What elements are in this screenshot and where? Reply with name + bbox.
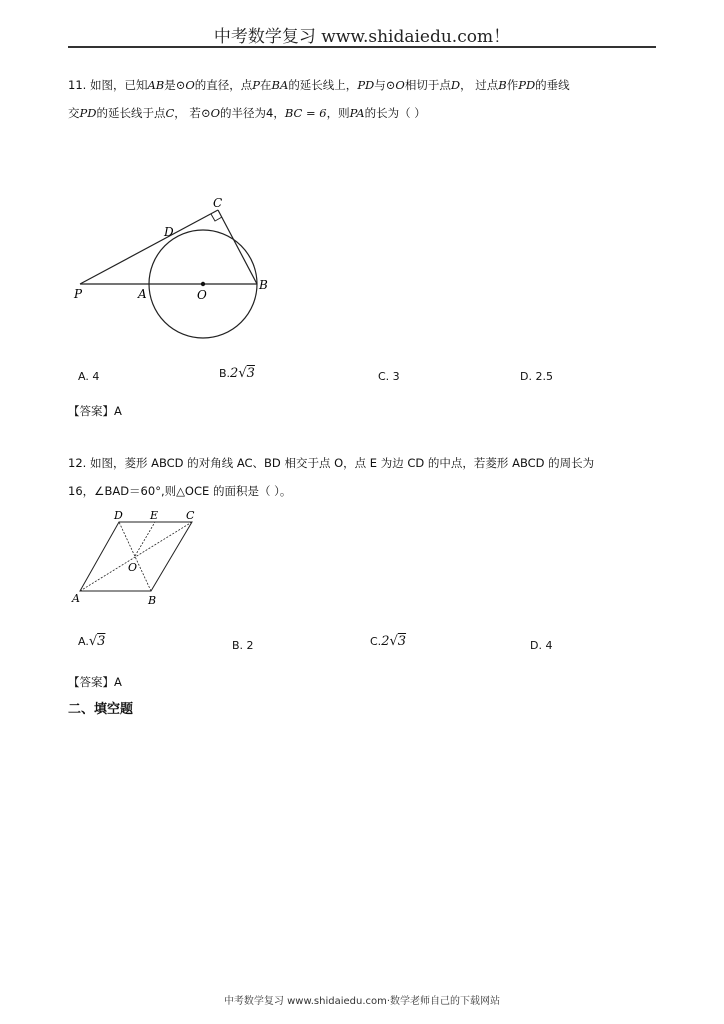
label-d: D bbox=[114, 509, 123, 522]
q11-option-c: C. 3 bbox=[378, 370, 400, 383]
q11-option-d: D. 2.5 bbox=[520, 370, 553, 383]
q12-line-2: 16，∠BAD＝60°,则△OCE 的面积是（ ）。 bbox=[68, 484, 292, 498]
q12-option-c: C.2√3 bbox=[370, 634, 407, 649]
q12-answer: 【答案】A bbox=[68, 675, 122, 689]
header-rule bbox=[68, 46, 656, 48]
label-a: A bbox=[138, 287, 147, 301]
q12-option-a: A.√3 bbox=[78, 634, 106, 649]
q12-rhombus-figure bbox=[68, 508, 208, 608]
label-c: C bbox=[213, 196, 223, 210]
label-c: C bbox=[186, 509, 195, 522]
rhombus-abcd bbox=[80, 522, 192, 591]
page-footer: 中考数学复习 www.shidaiedu.com·数学老师自己的下载网站 bbox=[223, 996, 501, 1007]
q12-line-1: 12. 如图，菱形 ABCD 的对角线 AC、BD 相交于点 O，点 E 为边 CD 的中点，若菱形 ABCD 的周长为 bbox=[68, 456, 595, 470]
label-d: D bbox=[164, 225, 174, 239]
q12-option-d: D. 4 bbox=[530, 639, 553, 652]
segment-oe bbox=[135, 522, 155, 556]
label-b: B bbox=[259, 278, 268, 292]
label-e: E bbox=[150, 509, 159, 522]
q11-circle-figure bbox=[70, 192, 280, 342]
label-b: B bbox=[148, 594, 157, 607]
q11-line-1: 11. 如图，已知AB是⊙O的直径，点P在BA的延长线上，PD与⊙O相切于点D， 过点B作PD的垂线 bbox=[68, 78, 570, 92]
page-header: 中考数学复习 www.shidaiedu.com！ bbox=[213, 27, 511, 47]
q11-line-2: 交PD的延长线于点C， 若⊙O的半径为4，BC = 6，则PA的长为（ ） bbox=[68, 106, 426, 120]
line-cb bbox=[218, 210, 257, 284]
q11-answer: 【答案】A bbox=[68, 404, 122, 418]
line-pc bbox=[80, 210, 218, 284]
q11-option-a: A. 4 bbox=[78, 370, 100, 383]
diagonal-ac bbox=[80, 522, 192, 591]
center-dot bbox=[201, 282, 205, 286]
label-a: A bbox=[72, 592, 80, 605]
section-title: 二、填空题 bbox=[68, 702, 134, 717]
label-o: O bbox=[197, 288, 207, 302]
q12-option-b: B. 2 bbox=[232, 639, 254, 652]
diagonal-bd bbox=[119, 522, 151, 591]
label-p: P bbox=[74, 287, 83, 301]
q11-option-b: B.2√3 bbox=[219, 366, 255, 381]
label-o: O bbox=[128, 561, 138, 574]
